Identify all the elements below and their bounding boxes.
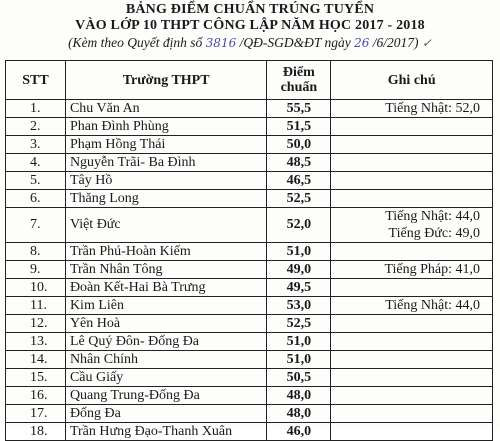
row-school: Chu Văn An <box>65 100 266 118</box>
row-stt: 4. <box>6 154 66 172</box>
row-notes <box>331 351 493 369</box>
row-school: Yên Hoà <box>65 315 266 333</box>
table-row <box>6 369 493 387</box>
table-header-row <box>6 61 493 100</box>
row-score: 52,5 <box>267 190 331 208</box>
row-stt: 16. <box>6 387 66 405</box>
row-notes <box>331 243 493 261</box>
row-stt: 10. <box>6 279 66 297</box>
row-school: Thăng Long <box>65 190 266 208</box>
row-note: Tiếng Nhật: 52,0 <box>385 101 480 116</box>
row-notes <box>331 154 493 172</box>
row-school: Nguyễn Trãi- Ba Đình <box>65 154 266 172</box>
row-score: 46,5 <box>267 172 331 190</box>
row-score: 50,0 <box>267 136 331 154</box>
row-score: 51,0 <box>267 333 331 351</box>
table-row <box>6 172 493 190</box>
column-header-notes: Ghi chú <box>331 61 493 100</box>
row-notes <box>331 136 493 154</box>
row-school: Việt Đức <box>65 208 266 243</box>
row-stt: 1. <box>6 100 66 118</box>
row-notes <box>331 100 493 118</box>
row-score: 49,0 <box>267 261 331 279</box>
row-school: Nhân Chính <box>65 351 266 369</box>
row-score: 52,5 <box>267 315 331 333</box>
row-notes <box>331 315 493 333</box>
decision-reference <box>0 35 500 51</box>
row-stt: 7. <box>6 208 66 243</box>
score-header-text: Điểm chuẩn <box>280 65 318 95</box>
row-stt: 8. <box>6 243 66 261</box>
row-score: 48,5 <box>267 154 331 172</box>
signature-mark: ✓ <box>421 36 432 50</box>
row-stt: 3. <box>6 136 66 154</box>
table-row <box>6 279 493 297</box>
table-row <box>6 351 493 369</box>
row-school: Lê Quý Đôn- Đống Đa <box>65 333 266 351</box>
row-notes <box>331 405 493 423</box>
row-score: 55,5 <box>267 100 331 118</box>
row-notes <box>331 279 493 297</box>
row-notes <box>331 333 493 351</box>
table-row <box>6 118 493 136</box>
row-score: 46,0 <box>267 423 331 441</box>
row-school: Kim Liên <box>65 297 266 315</box>
row-score: 48,0 <box>267 405 331 423</box>
row-school: Trần Nhân Tông <box>65 261 266 279</box>
table-row <box>6 243 493 261</box>
admission-scores-table <box>5 60 493 441</box>
table-row <box>6 333 493 351</box>
row-stt: 11. <box>6 297 66 315</box>
row-stt: 14. <box>6 351 66 369</box>
column-header-score <box>267 61 331 100</box>
row-stt: 18. <box>6 423 66 441</box>
row-score: 51,0 <box>267 243 331 261</box>
decision-day: 26 <box>354 36 370 50</box>
decision-prefix: (Kèm theo Quyết định số <box>68 35 206 50</box>
row-school: Phan Đình Phùng <box>65 118 266 136</box>
table-row <box>6 315 493 333</box>
table-row <box>6 100 493 118</box>
row-score: 48,0 <box>267 387 331 405</box>
table-row <box>6 190 493 208</box>
row-notes <box>331 208 493 243</box>
document-title: BẢNG ĐIỂM CHUẨN TRÚNG TUYỂN <box>125 2 375 17</box>
table-row <box>6 405 493 423</box>
row-score: 49,5 <box>267 279 331 297</box>
row-score: 52,0 <box>267 208 331 243</box>
decision-mid: /QĐ-SGD&ĐT ngày <box>236 35 355 50</box>
row-notes <box>331 172 493 190</box>
row-note: Tiếng Nhật: 44,0 <box>385 298 480 313</box>
document-subtitle: VÀO LỚP 10 THPT CÔNG LẬP NĂM HỌC 2017 - 2018 <box>75 18 425 33</box>
row-score: 50,5 <box>267 369 331 387</box>
row-stt: 13. <box>6 333 66 351</box>
row-school: Cầu Giấy <box>65 369 266 387</box>
column-header-school: Trường THPT <box>65 61 266 100</box>
row-stt: 9. <box>6 261 66 279</box>
row-stt: 15. <box>6 369 66 387</box>
table-row <box>6 387 493 405</box>
row-school: Trần Phú-Hoàn Kiếm <box>65 243 266 261</box>
table-row <box>6 154 493 172</box>
row-score: 51,5 <box>267 118 331 136</box>
row-score: 51,0 <box>267 351 331 369</box>
column-header-stt: STT <box>6 61 66 100</box>
row-school: Đống Đa <box>65 405 266 423</box>
row-note: Tiếng Nhật: 44,0 <box>385 209 480 224</box>
decision-suffix: /6/2017) <box>369 35 419 50</box>
row-notes <box>331 387 493 405</box>
row-notes <box>331 118 493 136</box>
row-school: Trần Hưng Đạo-Thanh Xuân <box>65 423 266 441</box>
row-stt: 5. <box>6 172 66 190</box>
row-note: Tiếng Đức: 49,0 <box>388 226 480 241</box>
row-stt: 12. <box>6 315 66 333</box>
row-score: 53,0 <box>267 297 331 315</box>
row-stt: 6. <box>6 190 66 208</box>
row-notes <box>331 297 493 315</box>
decision-number: 3816 <box>205 36 237 50</box>
table-row <box>6 423 493 441</box>
row-stt: 2. <box>6 118 66 136</box>
row-notes <box>331 190 493 208</box>
row-note: Tiếng Pháp: 41,0 <box>384 262 480 277</box>
row-school: Tây Hồ <box>65 172 266 190</box>
row-school: Phạm Hồng Thái <box>65 136 266 154</box>
table-row <box>6 208 493 243</box>
row-school: Quang Trung-Đống Đa <box>65 387 266 405</box>
table-row <box>6 136 493 154</box>
table-body <box>6 100 493 441</box>
row-notes <box>331 369 493 387</box>
row-stt: 17. <box>6 405 66 423</box>
table-row <box>6 261 493 279</box>
row-notes <box>331 261 493 279</box>
table-row <box>6 297 493 315</box>
row-school: Đoàn Kết-Hai Bà Trưng <box>65 279 266 297</box>
row-notes <box>331 423 493 441</box>
